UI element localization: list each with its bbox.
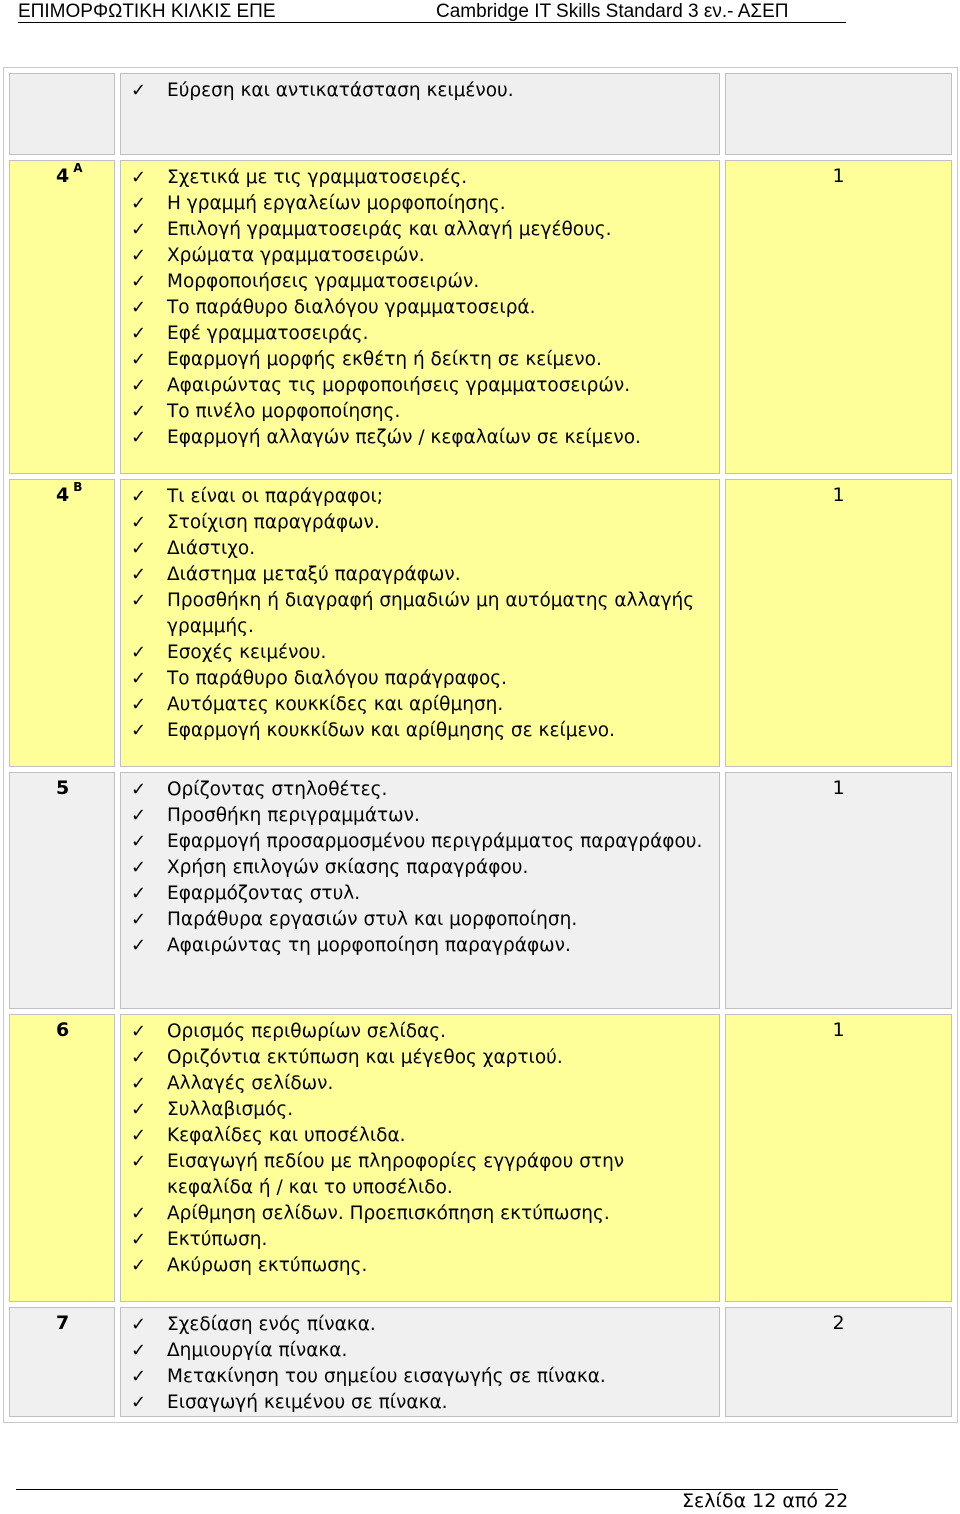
- topic-list: [121, 773, 719, 959]
- topic-text: Ορισμός περιθωρίων σελίδας.: [167, 1021, 446, 1042]
- topics-cell: [120, 772, 720, 1009]
- topic-text: Δημιουργία πίνακα.: [167, 1340, 348, 1361]
- topic-text: Χρήση επιλογών σκίασης παραγράφου.: [167, 857, 529, 878]
- topic-text: Εφαρμογή μορφής εκθέτη ή δείκτη σε κείμενο.: [167, 349, 602, 370]
- syllabus-table: [3, 67, 958, 1423]
- checkmark-icon: ✓: [131, 1366, 147, 1387]
- checkmark-icon: ✓: [131, 1099, 147, 1120]
- list-item: [121, 1338, 713, 1364]
- list-item: [121, 269, 713, 295]
- checkmark-icon: ✓: [131, 167, 147, 188]
- list-item: [121, 1123, 713, 1149]
- checkmark-icon: ✓: [131, 219, 147, 240]
- unit-cell: [9, 1307, 115, 1417]
- topic-text: Εισαγωγή κειμένου σε πίνακα.: [167, 1392, 448, 1413]
- unit-number: [10, 1308, 114, 1334]
- topic-text: Εύρεση και αντικατάσταση κειμένου.: [167, 80, 514, 101]
- header-company: ΕΠΙΜΟΡΦΩΤΙΚΗ ΚΙΛΚΙΣ ΕΠΕ: [18, 1, 276, 22]
- checkmark-icon: ✓: [131, 1047, 147, 1068]
- checkmark-icon: ✓: [131, 538, 147, 559]
- topic-text: Αλλαγές σελίδων.: [167, 1073, 334, 1094]
- topic-text: Η γραμμή εργαλείων μορφοποίησης.: [167, 193, 506, 214]
- topic-text: Το πινέλο μορφοποίησης.: [167, 401, 401, 422]
- topic-list: [121, 480, 719, 744]
- checkmark-icon: ✓: [131, 1151, 147, 1172]
- list-item: [121, 1312, 713, 1338]
- list-item: [121, 165, 713, 191]
- hours-value: [726, 74, 951, 78]
- topic-text: Αυτόματες κουκκίδες και αρίθμηση.: [167, 694, 504, 715]
- topic-text: Αρίθμηση σελίδων. Προεπισκόπηση εκτύπωσης.: [167, 1203, 610, 1224]
- checkmark-icon: ✓: [131, 1229, 147, 1250]
- unit-number: [10, 480, 114, 506]
- unit-row: [9, 160, 952, 474]
- topic-text: Εφέ γραμματοσειράς.: [167, 323, 369, 344]
- checkmark-icon: ✓: [131, 857, 147, 878]
- list-item: [121, 295, 713, 321]
- checkmark-icon: ✓: [131, 590, 147, 611]
- list-item: [121, 562, 713, 588]
- list-item: [121, 191, 713, 217]
- list-item: [121, 881, 713, 907]
- topic-text: Εφαρμογή αλλαγών πεζών / κεφαλαίων σε κείμενο.: [167, 427, 641, 448]
- checkmark-icon: ✓: [131, 323, 147, 344]
- topic-text: Χρώματα γραμματοσειρών.: [167, 245, 425, 266]
- checkmark-icon: ✓: [131, 486, 147, 507]
- checkmark-icon: ✓: [131, 271, 147, 292]
- list-item: [121, 510, 713, 536]
- hours-value: 1: [832, 484, 845, 506]
- checkmark-icon: ✓: [131, 1203, 147, 1224]
- unit-row: [9, 479, 952, 767]
- topic-text: Παράθυρα εργασιών στυλ και μορφοποίηση.: [167, 909, 578, 930]
- header-course: Cambridge IT Skills Standard 3 εν.- ΑΣΕΠ: [436, 1, 789, 22]
- topic-list: [121, 161, 719, 451]
- list-item: [121, 803, 713, 829]
- list-item: [121, 829, 713, 855]
- unit-suffix: B: [73, 480, 83, 494]
- unit-number-text: 4: [56, 165, 70, 187]
- topic-text: Κεφαλίδες και υποσέλιδα.: [167, 1125, 406, 1146]
- checkmark-icon: ✓: [131, 245, 147, 266]
- list-item: [121, 718, 713, 744]
- list-item: [121, 536, 713, 562]
- topic-text: Σχεδίαση ενός πίνακα.: [167, 1314, 376, 1335]
- topic-text: Ορίζοντας στηλοθέτες.: [167, 779, 388, 800]
- hours-value: 2: [832, 1312, 845, 1334]
- list-item: [121, 588, 713, 640]
- list-item: [121, 907, 713, 933]
- topic-text: Εσοχές κειμένου.: [167, 642, 327, 663]
- list-item: [121, 347, 713, 373]
- topic-list: [121, 1015, 719, 1279]
- topics-cell: [120, 1307, 720, 1417]
- topic-text: Το παράθυρο διαλόγου παράγραφος.: [167, 668, 508, 689]
- checkmark-icon: ✓: [131, 512, 147, 533]
- topic-text: Ακύρωση εκτύπωσης.: [167, 1255, 368, 1276]
- list-item: [121, 1253, 713, 1279]
- list-item: [121, 78, 713, 104]
- hours-cell: [725, 772, 952, 1009]
- unit-number: [10, 1015, 114, 1041]
- unit-number: [10, 161, 114, 187]
- list-item: [121, 692, 713, 718]
- checkmark-icon: ✓: [131, 1021, 147, 1042]
- list-item: [121, 1071, 713, 1097]
- hours-cell: [725, 73, 952, 155]
- checkmark-icon: ✓: [131, 668, 147, 689]
- topic-text: Προσθήκη ή διαγραφή σημαδιών μη αυτόματης αλλαγής γραμμής.: [167, 590, 695, 637]
- unit-number-text: 7: [56, 1312, 70, 1334]
- unit-cell: [9, 772, 115, 1009]
- topic-text: Αφαιρώντας τις μορφοποιήσεις γραμματοσειρών.: [167, 375, 631, 396]
- topic-text: Επιλογή γραμματοσειράς και αλλαγή μεγέθους.: [167, 219, 612, 240]
- checkmark-icon: ✓: [131, 1125, 147, 1146]
- list-item: [121, 1364, 713, 1390]
- topics-cell: [120, 160, 720, 474]
- checkmark-icon: ✓: [131, 349, 147, 370]
- hours-value: 1: [832, 777, 845, 799]
- checkmark-icon: ✓: [131, 883, 147, 904]
- unit-number-text: 6: [56, 1019, 70, 1041]
- checkmark-icon: ✓: [131, 193, 147, 214]
- page-number: Σελίδα 12 από 22: [682, 1490, 849, 1512]
- list-item: [121, 777, 713, 803]
- checkmark-icon: ✓: [131, 1392, 147, 1413]
- topic-text: Διάστημα μεταξύ παραγράφων.: [167, 564, 461, 585]
- unit-row: [9, 1307, 952, 1417]
- checkmark-icon: ✓: [131, 564, 147, 585]
- topics-cell: [120, 73, 720, 155]
- topic-text: Μετακίνηση του σημείου εισαγωγής σε πίνακα.: [167, 1366, 606, 1387]
- topic-text: Σχετικά με τις γραμματοσειρές.: [167, 167, 468, 188]
- page-header: [0, 0, 960, 24]
- topic-list: [121, 74, 719, 104]
- checkmark-icon: ✓: [131, 1255, 147, 1276]
- list-item: [121, 666, 713, 692]
- hours-cell: [725, 1307, 952, 1417]
- checkmark-icon: ✓: [131, 297, 147, 318]
- hours-cell: [725, 160, 952, 474]
- checkmark-icon: ✓: [131, 935, 147, 956]
- list-item: [121, 425, 713, 451]
- unit-number: [10, 773, 114, 799]
- topic-text: Προσθήκη περιγραμμάτων.: [167, 805, 420, 826]
- unit-cell: [9, 160, 115, 474]
- unit-number-text: 5: [56, 777, 70, 799]
- list-item: [121, 373, 713, 399]
- checkmark-icon: ✓: [131, 80, 147, 101]
- unit-cell: [9, 73, 115, 155]
- list-item: [121, 243, 713, 269]
- hours-value: 1: [832, 1019, 845, 1041]
- checkmark-icon: ✓: [131, 805, 147, 826]
- list-item: [121, 1201, 713, 1227]
- topic-text: Συλλαβισμός.: [167, 1099, 294, 1120]
- checkmark-icon: ✓: [131, 642, 147, 663]
- checkmark-icon: ✓: [131, 694, 147, 715]
- list-item: [121, 321, 713, 347]
- unit-cell: [9, 479, 115, 767]
- topic-text: Οριζόντια εκτύπωση και μέγεθος χαρτιού.: [167, 1047, 563, 1068]
- topic-text: Στοίχιση παραγράφων.: [167, 512, 380, 533]
- unit-number-text: 4: [56, 484, 70, 506]
- topic-text: Μορφοποιήσεις γραμματοσειρών.: [167, 271, 480, 292]
- topics-cell: [120, 1014, 720, 1302]
- topic-text: Το παράθυρο διαλόγου γραμματοσειρά.: [167, 297, 536, 318]
- unit-suffix: A: [73, 161, 83, 175]
- topic-text: Εισαγωγή πεδίου με πληροφορίες εγγράφου στην κεφαλίδα ή / και το υποσέλιδο.: [167, 1151, 625, 1198]
- topic-text: Εκτύπωση.: [167, 1229, 268, 1250]
- list-item: [121, 640, 713, 666]
- list-item: [121, 1045, 713, 1071]
- hours-cell: [725, 479, 952, 767]
- topics-cell: [120, 479, 720, 767]
- checkmark-icon: ✓: [131, 720, 147, 741]
- checkmark-icon: ✓: [131, 779, 147, 800]
- list-item: [121, 855, 713, 881]
- list-item: [121, 1149, 713, 1201]
- list-item: [121, 1227, 713, 1253]
- checkmark-icon: ✓: [131, 1340, 147, 1361]
- topic-list: [121, 1308, 719, 1416]
- unit-row: [9, 73, 952, 155]
- list-item: [121, 933, 713, 959]
- checkmark-icon: ✓: [131, 1314, 147, 1335]
- checkmark-icon: ✓: [131, 375, 147, 396]
- checkmark-icon: ✓: [131, 401, 147, 422]
- list-item: [121, 1390, 713, 1416]
- checkmark-icon: ✓: [131, 831, 147, 852]
- hours-value: 1: [832, 165, 845, 187]
- header-rule: [18, 22, 846, 23]
- unit-row: [9, 1014, 952, 1302]
- topic-text: Εφαρμογή κουκκίδων και αρίθμησης σε κείμενο.: [167, 720, 616, 741]
- list-item: [121, 399, 713, 425]
- list-item: [121, 1019, 713, 1045]
- unit-cell: [9, 1014, 115, 1302]
- list-item: [121, 1097, 713, 1123]
- list-item: [121, 484, 713, 510]
- topic-text: Αφαιρώντας τη μορφοποίηση παραγράφων.: [167, 935, 571, 956]
- unit-row: [9, 772, 952, 1009]
- checkmark-icon: ✓: [131, 909, 147, 930]
- hours-cell: [725, 1014, 952, 1302]
- unit-number: [10, 74, 114, 100]
- topic-text: Εφαρμόζοντας στυλ.: [167, 883, 361, 904]
- topic-text: Διάστιχο.: [167, 538, 256, 559]
- topic-text: Εφαρμογή προσαρμοσμένου περιγράμματος παραγράφου.: [167, 831, 703, 852]
- checkmark-icon: ✓: [131, 1073, 147, 1094]
- list-item: [121, 217, 713, 243]
- topic-text: Τι είναι οι παράγραφοι;: [167, 486, 384, 507]
- checkmark-icon: ✓: [131, 427, 147, 448]
